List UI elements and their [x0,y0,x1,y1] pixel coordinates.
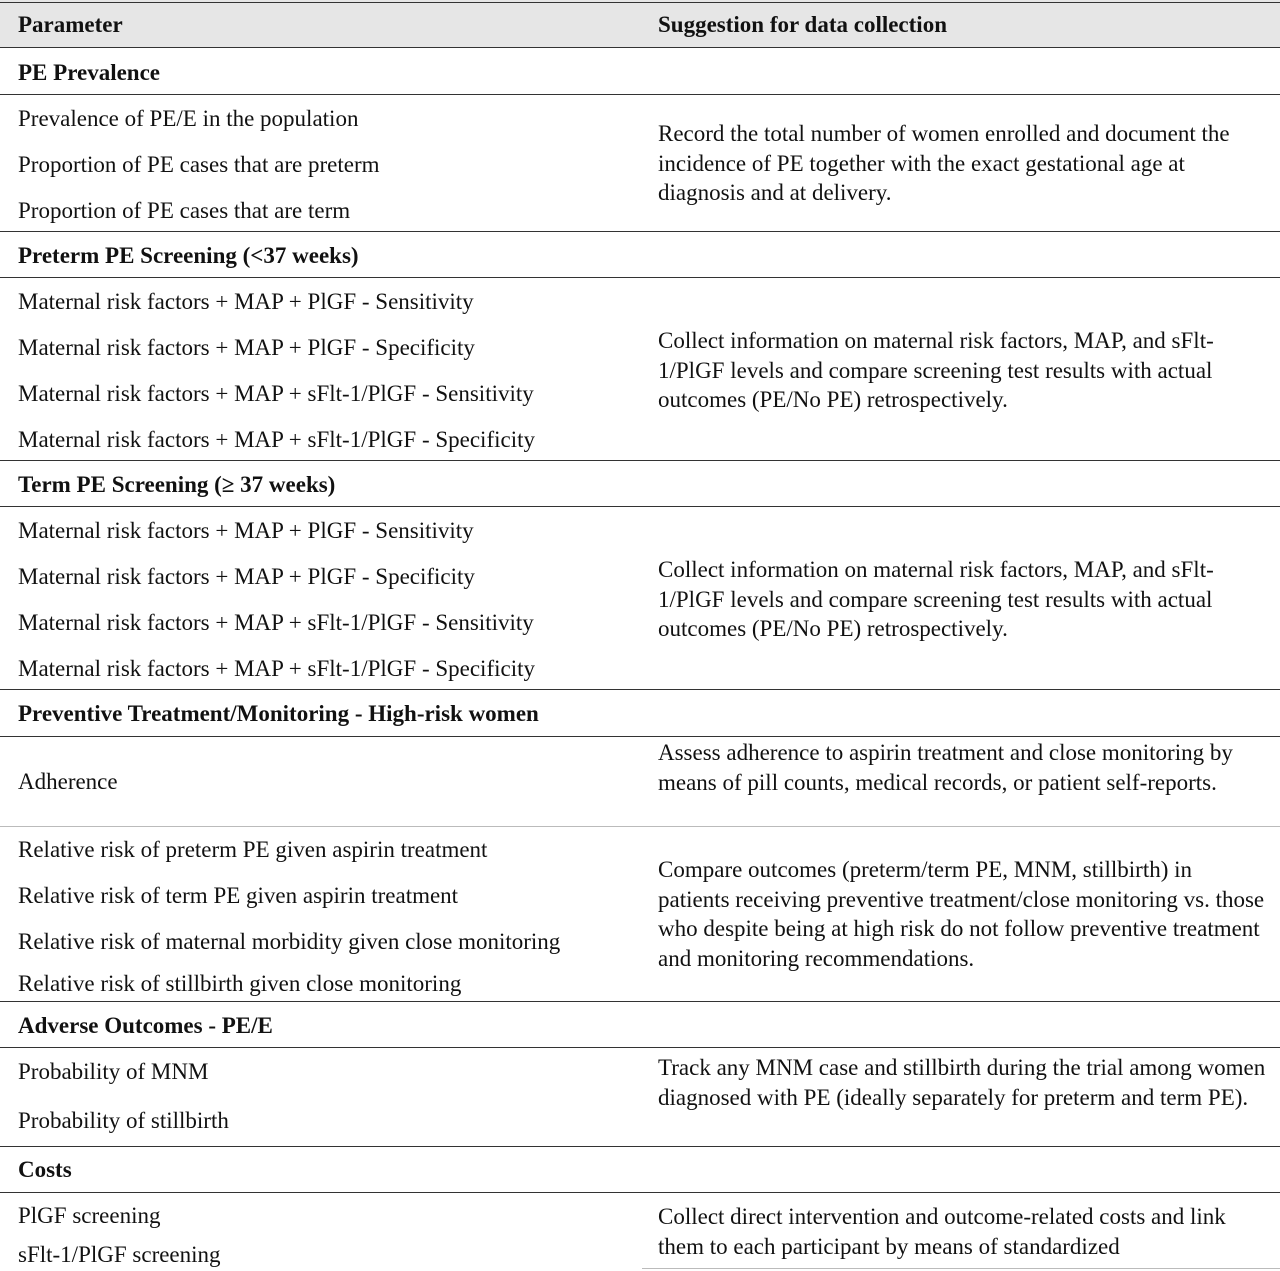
parameter-cell: Probability of stillbirth [18,1108,229,1133]
parameter-cell: Maternal risk factors + MAP + sFlt-1/PlGF - Specificity [18,427,535,452]
section-rule [0,736,1280,737]
table-header [0,0,1280,47]
parameter-cell: Maternal risk factors + MAP + sFlt-1/PlGF - Sensitivity [18,381,534,406]
parameter-cell: Maternal risk factors + MAP + PlGF - Specificity [18,335,475,360]
parameter-cell: Relative risk of stillbirth given close monitoring [18,971,462,996]
parameter-cell: Probability of MNM [18,1059,209,1084]
parameter-cell: Adherence [18,769,118,794]
parameter-cell: Maternal risk factors + MAP + sFlt-1/PlGF - Sensitivity [18,610,534,635]
suggestion-cell: Assess adherence to aspirin treatment and close monitoring by means of pill counts, medical records, or patient self-reports. [658,740,1233,795]
parameter-cell: Proportion of PE cases that are preterm [18,152,380,177]
section-rule [0,1047,1280,1048]
parameter-cell: Maternal risk factors + MAP + PlGF - Specificity [18,564,475,589]
parameter-cell: Relative risk of maternal morbidity given close monitoring [18,929,561,954]
section-title: Term PE Screening (≥ 37 weeks) [18,472,336,497]
suggestion-cell: Collect direct intervention and outcome-related costs and link them to each participant by means of standardized [658,1204,1226,1259]
parameter-cell: Maternal risk factors + MAP + PlGF - Sensitivity [18,518,474,543]
parameter-cell: Relative risk of term PE given aspirin treatment [18,883,459,908]
section-rule [0,1192,1280,1193]
suggestion-cell: Collect information on maternal risk factors, MAP, and sFlt-1/PlGF levels and compare screening test results with actual outcomes (PE/No PE) retrospectively. [658,328,1214,412]
section-rule [0,231,1280,232]
suggestion-cell: Compare outcomes (preterm/term PE, MNM, stillbirth) in patients receiving preventive treatment/close monitoring vs. those who despite being at high risk do not follow preventive treatment and monitoring recommendations. [658,857,1265,971]
group-rule [0,826,1280,827]
section-title: PE Prevalence [18,60,160,85]
section-title: Adverse Outcomes - PE/E [18,1013,273,1038]
section-rule [0,1146,1280,1147]
parameter-cell: PlGF screening [18,1203,161,1228]
top-rule [0,2,1280,3]
section-rule [0,277,1280,278]
parameter-cell: Relative risk of preterm PE given aspirin treatment [18,837,488,862]
parameter-cell: Prevalence of PE/E in the population [18,106,359,131]
section-rule [0,689,1280,690]
suggestion-cell: Record the total number of women enrolled and document the incidence of PE together with the exact gestational age at diagnosis and at delivery. [658,121,1230,205]
suggestion-cell: Collect information on maternal risk factors, MAP, and sFlt-1/PlGF levels and compare screening test results with actual outcomes (PE/No PE) retrospectively. [658,557,1214,641]
header-parameter: Parameter [18,12,123,37]
suggestion-cell: Track any MNM case and stillbirth during the trial among women diagnosed with PE (ideally separately for preterm and term PE). [658,1055,1266,1110]
section-rule [0,506,1280,507]
section-title: Costs [18,1157,72,1182]
section-title: Preventive Treatment/Monitoring - High-risk women [18,701,539,726]
section-rule [0,460,1280,461]
parameter-cell: Maternal risk factors + MAP + sFlt-1/PlGF - Specificity [18,656,535,681]
section-rule [0,94,1280,95]
parameter-cell: Proportion of PE cases that are term [18,198,351,223]
bottom-rule [642,1268,1280,1269]
header-rule [0,47,1280,48]
parameter-cell: Maternal risk factors + MAP + PlGF - Sensitivity [18,289,474,314]
header-suggestion: Suggestion for data collection [658,12,947,37]
parameter-cell: sFlt-1/PlGF screening [18,1242,221,1267]
section-rule [0,1001,1280,1002]
section-title: Preterm PE Screening (<37 weeks) [18,243,359,268]
